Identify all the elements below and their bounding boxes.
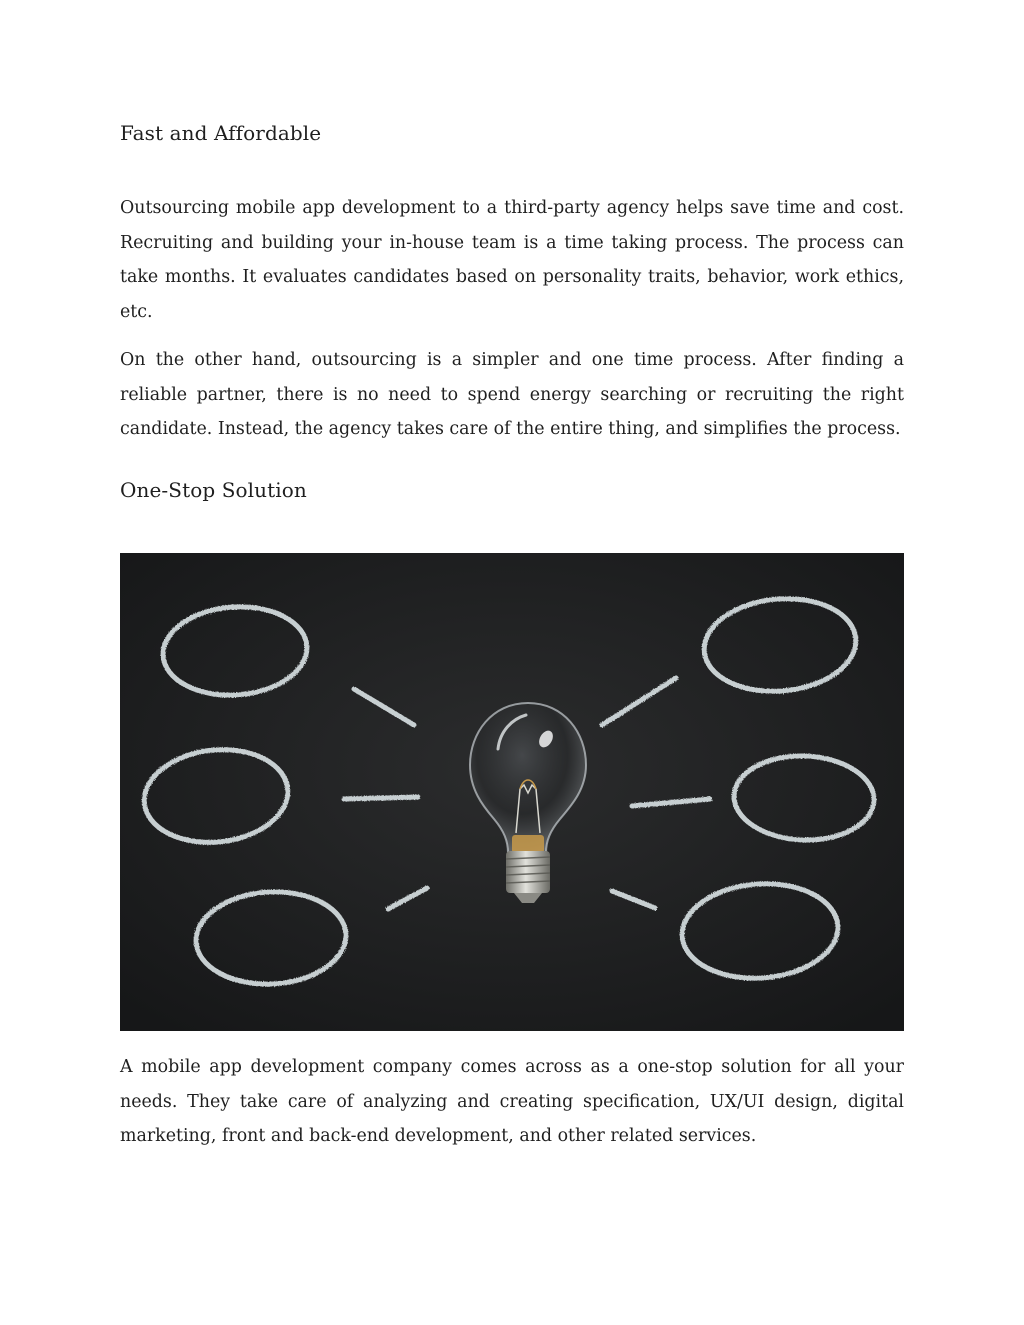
chalk-dash-middle-left [344, 797, 418, 799]
section-heading-fast-affordable: Fast and Affordable [120, 121, 322, 145]
section-heading-one-stop-solution: One-Stop Solution [120, 478, 307, 502]
paragraph-outsourcing-saves-time: Outsourcing mobile app development to a third-party agency helps save time and cost. Recruiting and building your in-house team is a time taking process. The process can take months. It evaluates candidates based on personality traits, behavior, work ethics, etc. [120, 198, 904, 323]
paragraph-simpler-process: On the other hand, outsourcing is a simpler and one time process. After finding a reliable partner, there is no need to spend energy searching or recruiting the right candidate. Instead, the agency takes care of the entire thing, and simplifies the process. [120, 350, 904, 440]
paragraph-one-stop-solution: A mobile app development company comes across as a one-stop solution for all your needs. They take care of analyzing and creating specification, UX/UI design, digital marketing, front and back-end development, and other related services. [120, 1057, 904, 1147]
lightbulb-chalkboard-icon [120, 553, 904, 1031]
lightbulb-chalkboard-image [120, 553, 904, 1031]
